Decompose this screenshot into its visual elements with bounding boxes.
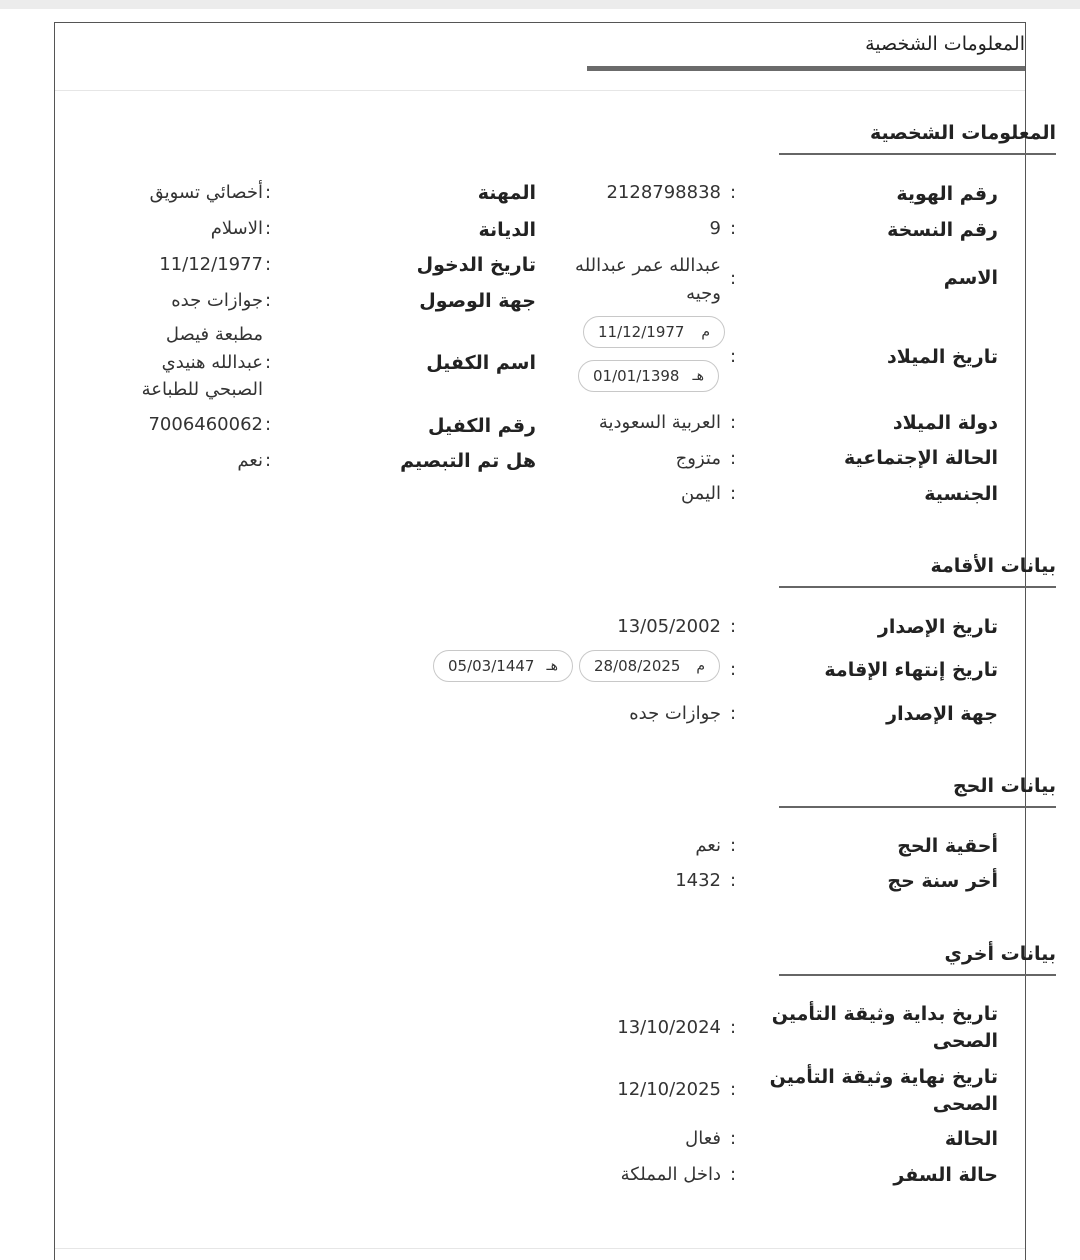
colon: :	[730, 1164, 737, 1185]
label-fingerprinted: هل تم التبصيم	[400, 450, 536, 472]
label-issue-place: جهة الإصدار	[886, 703, 998, 725]
colon: :	[265, 450, 272, 471]
colon: :	[730, 412, 737, 433]
colon: :	[730, 346, 737, 367]
value-marital-status: متزوج	[675, 448, 721, 469]
value-sponsor-name-line3: الصبحي للطباعة	[141, 379, 263, 400]
value-hajj-last-year: 1432	[675, 870, 721, 891]
label-birth-date: تاريخ الميلاد	[887, 346, 998, 368]
colon: :	[730, 870, 737, 891]
label-insurance-start-line2: الصحى	[932, 1030, 998, 1052]
value-sponsor-number: 7006460062	[148, 414, 263, 435]
value-sponsor-name-line1: مطبعة فيصل	[165, 324, 263, 345]
label-religion: الديانة	[478, 219, 536, 241]
label-occupation: المهنة	[477, 182, 536, 204]
colon: :	[265, 218, 272, 239]
value-nationality: اليمن	[680, 483, 721, 504]
label-issue-date: تاريخ الإصدار	[877, 616, 998, 638]
label-marital-status: الحالة الإجتماعية	[844, 447, 998, 469]
tab-divider	[55, 90, 1025, 91]
value-arrival-port: جوازات جده	[171, 290, 263, 311]
label-hajj-eligible: أحقية الحج	[897, 835, 998, 857]
gregorian-suffix: م	[701, 324, 710, 340]
colon: :	[730, 268, 737, 289]
label-insurance-start-line1: تاريخ بداية وثيقة التأمين	[771, 1003, 998, 1025]
label-residence-expiry: تاريخ إنتهاء الإقامة	[824, 659, 998, 681]
label-copy-number: رقم النسخة	[887, 219, 998, 241]
birth-date-hijri-pill	[578, 360, 719, 392]
colon: :	[265, 290, 272, 311]
value-id-number: 2128798838	[606, 182, 721, 203]
value-issue-date: 13/05/2002	[617, 616, 721, 637]
label-birth-country: دولة الميلاد	[892, 412, 998, 434]
expiry-hijri: 05/03/1447	[448, 657, 535, 675]
value-entry-date: 11/12/1977	[159, 254, 263, 275]
gregorian-suffix: م	[696, 658, 705, 674]
section-heading-residence: بيانات الأقامة	[779, 555, 1056, 588]
value-sponsor-name-line2: عبدالله هنيدي	[161, 352, 263, 373]
label-hajj-last-year: أخر سنة حج	[887, 870, 998, 892]
label-sponsor-number: رقم الكفيل	[428, 415, 536, 437]
value-insurance-end: 12/10/2025	[617, 1079, 721, 1100]
colon: :	[265, 182, 272, 203]
colon: :	[730, 703, 737, 724]
label-entry-date: تاريخ الدخول	[416, 254, 536, 276]
hijri-suffix: هـ	[692, 368, 704, 384]
label-insurance-end-line2: الصحى	[932, 1093, 998, 1115]
value-issue-place: جوازات جده	[629, 703, 721, 724]
value-copy-number: 9	[709, 218, 721, 239]
label-sponsor-name: اسم الكفيل	[426, 352, 536, 374]
value-insurance-start: 13/10/2024	[617, 1017, 721, 1038]
colon: :	[730, 182, 737, 203]
colon: :	[730, 218, 737, 239]
value-fingerprinted: نعم	[237, 450, 263, 471]
section-heading-other: بيانات أخري	[779, 943, 1056, 976]
value-religion: الاسلام	[210, 218, 263, 239]
expiry-hijri-pill	[433, 650, 573, 682]
label-travel-status: حالة السفر	[893, 1164, 998, 1186]
label-arrival-port: جهة الوصول	[419, 290, 536, 312]
label-nationality: الجنسية	[924, 483, 998, 505]
active-tab-indicator	[587, 66, 1025, 71]
bottom-divider	[55, 1248, 1025, 1249]
value-occupation: أخصائي تسويق	[149, 182, 263, 203]
birth-date-hijri: 01/01/1398	[593, 367, 680, 385]
colon: :	[730, 659, 737, 680]
expiry-gregorian-pill	[579, 650, 720, 682]
value-name-line1: عبدالله عمر عبدالله	[575, 255, 721, 276]
value-name-line2: وجيه	[686, 283, 721, 304]
colon: :	[730, 1079, 737, 1100]
label-status: الحالة	[944, 1128, 998, 1150]
colon: :	[730, 835, 737, 856]
colon: :	[265, 414, 272, 435]
value-hajj-eligible: نعم	[695, 835, 721, 856]
tab-personal-info[interactable]: المعلومات الشخصية	[865, 33, 1025, 55]
colon: :	[730, 448, 737, 469]
birth-date-gregorian-pill	[583, 316, 725, 348]
value-travel-status: داخل المملكة	[620, 1164, 721, 1185]
section-heading-hajj: بيانات الحج	[779, 775, 1056, 808]
top-bar	[0, 0, 1080, 9]
label-id-number: رقم الهوية	[896, 183, 998, 205]
expiry-gregorian: 28/08/2025	[594, 657, 681, 675]
colon: :	[730, 1017, 737, 1038]
label-insurance-end-line1: تاريخ نهاية وثيقة التأمين	[769, 1066, 998, 1088]
section-heading-personal: المعلومات الشخصية	[779, 122, 1056, 155]
label-name: الاسم	[943, 267, 998, 289]
value-birth-country: العربية السعودية	[598, 412, 721, 433]
colon: :	[730, 616, 737, 637]
colon: :	[265, 352, 272, 373]
birth-date-gregorian: 11/12/1977	[598, 323, 685, 341]
value-status: فعال	[685, 1128, 721, 1149]
colon: :	[265, 254, 272, 275]
colon: :	[730, 1128, 737, 1149]
colon: :	[730, 483, 737, 504]
hijri-suffix: هـ	[546, 658, 558, 674]
